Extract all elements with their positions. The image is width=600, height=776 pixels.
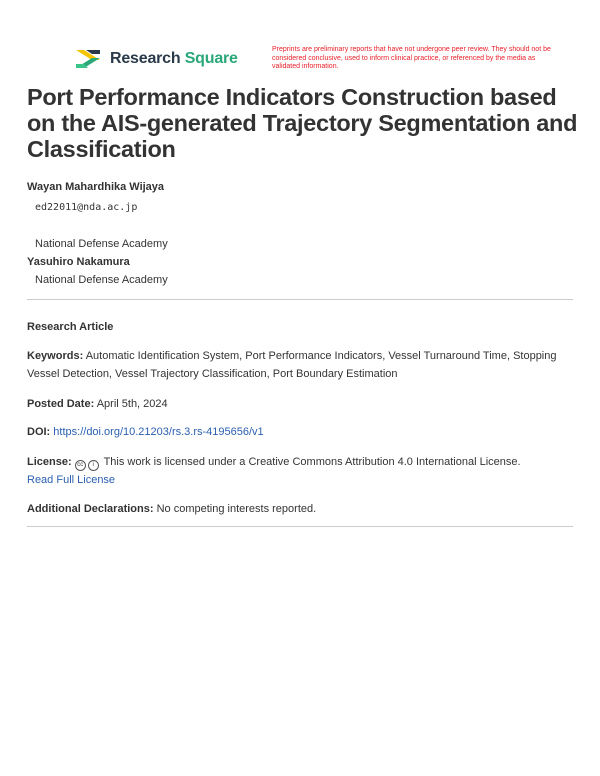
creative-commons-icon: cc (75, 460, 86, 471)
author-name: Yasuhiro Nakamura (27, 256, 130, 268)
research-square-logo-icon (74, 48, 102, 70)
additional-declarations (27, 500, 573, 518)
keywords (27, 347, 573, 383)
declarations-label: Additional Declarations: (27, 503, 154, 515)
author-email[interactable]: ed22011@nda.ac.jp (35, 202, 138, 213)
posted-date (27, 395, 573, 413)
keywords-value: Automatic Identification System, Port Performance Indicators, Vessel Turnaround Time, Stopping Vessel Detection, Vessel Trajectory Classification, Port Boundary Estimation (27, 350, 557, 380)
read-full-license-link[interactable]: Read Full License (27, 474, 116, 486)
keywords-label: Keywords: (27, 350, 84, 362)
author-affiliation: National Defense Academy (35, 274, 168, 286)
posted-date-label: Posted Date: (27, 398, 95, 410)
license (27, 453, 573, 489)
doi-link[interactable]: https://doi.org/10.21203/rs.3.rs-4195656/v1 (53, 426, 264, 438)
doi-label: DOI: (27, 426, 51, 438)
preprint-disclaimer: Preprints are preliminary reports that have not undergone peer review. They should not be considered conclusive, used to inform clinical practice, or referenced by the media as validated information. (272, 46, 551, 70)
attribution-icon: i (88, 460, 99, 471)
declarations-value: No competing interests reported. (156, 503, 317, 515)
posted-date-value: April 5th, 2024 (96, 398, 168, 410)
article-type: Research Article (27, 321, 114, 333)
divider (27, 526, 573, 527)
author-name: Wayan Mahardhika Wijaya (27, 181, 165, 193)
license-text: This work is licensed under a Creative Commons Attribution 4.0 International License. (103, 456, 521, 468)
author-affiliation: National Defense Academy (35, 238, 168, 250)
research-square-logo[interactable] (74, 48, 238, 70)
logo-text: Research Square (110, 50, 238, 67)
doi (27, 423, 573, 441)
license-label: License: (27, 456, 72, 468)
divider (27, 299, 573, 300)
paper-title: Port Performance Indicators Construction based on the AIS-generated Trajectory Segmentation and Classification (27, 84, 578, 162)
